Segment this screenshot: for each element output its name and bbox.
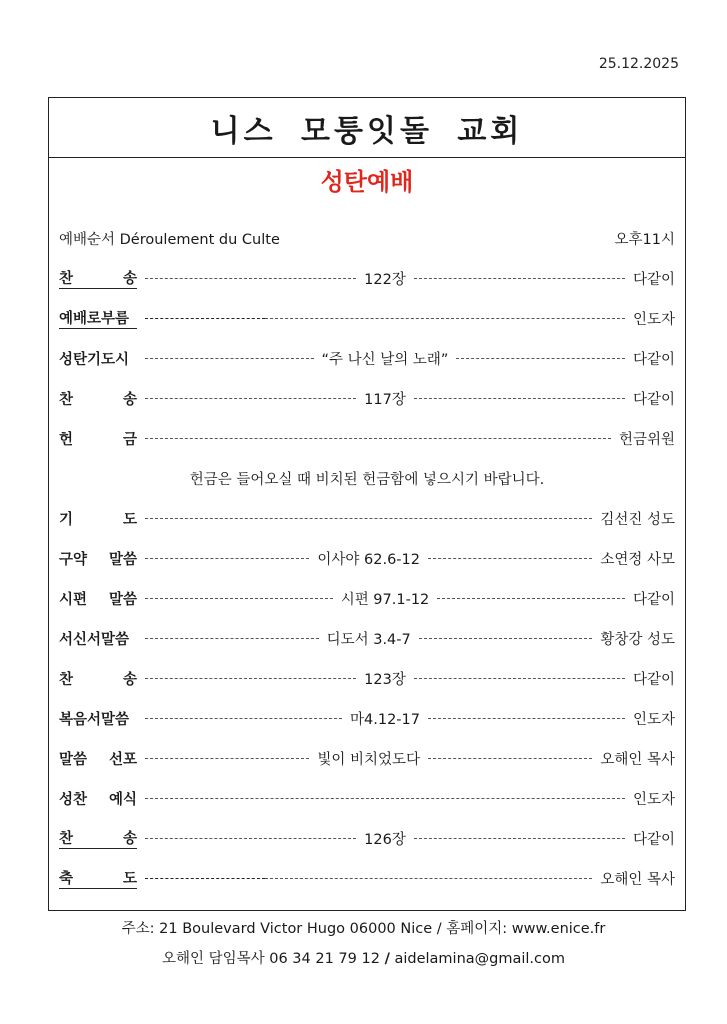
- dash-leader: [265, 878, 592, 879]
- label-char: 도: [122, 511, 137, 528]
- label-char: 송: [122, 831, 137, 847]
- order-row-body: [145, 268, 675, 289]
- label-part: 말씀: [59, 751, 88, 768]
- order-row-detail: 123장: [364, 671, 406, 688]
- footer-contact: [0, 947, 727, 968]
- dash-leader: [265, 318, 625, 319]
- order-row-label: [59, 748, 137, 769]
- order-row-leader: 다같이: [632, 591, 675, 608]
- dash-leader: [428, 758, 592, 759]
- dash-leader: [437, 598, 625, 599]
- order-row-body: [145, 548, 675, 569]
- order-row-detail: 117장: [364, 391, 406, 408]
- order-row-leader: 오해인 목사: [600, 871, 675, 888]
- label-char: 헌: [59, 431, 74, 448]
- order-row-label: 복음서말씀: [59, 711, 130, 728]
- dash-leader: [145, 638, 319, 639]
- order-row-label: [59, 788, 137, 809]
- dash-leader: [145, 278, 356, 279]
- order-row-leader: 인도자: [632, 711, 676, 728]
- order-row-detail: 126장: [364, 831, 406, 848]
- order-row-leader: 다같이: [632, 271, 675, 288]
- order-row-label: [59, 588, 137, 609]
- order-row-detail: 이사야 62.6-12: [317, 551, 420, 568]
- label-char: 축: [59, 871, 74, 887]
- order-row-label: [59, 508, 137, 529]
- service-title: 성탄예배: [320, 168, 414, 196]
- order-row-body: [145, 788, 675, 809]
- order-row-body: [145, 508, 675, 529]
- label-char: 송: [122, 671, 137, 688]
- label-char: 찬: [59, 671, 74, 688]
- dash-leader-bold: [145, 878, 265, 879]
- order-row: [59, 626, 675, 650]
- order-row-body: [145, 748, 675, 769]
- order-row-leader: 다같이: [632, 391, 675, 408]
- order-row: [59, 386, 675, 410]
- label-char: 송: [122, 391, 137, 408]
- label-part: 말씀: [108, 591, 137, 608]
- dash-leader: [145, 678, 356, 679]
- order-row-detail: 마4.12-17: [350, 711, 420, 728]
- dash-leader: [428, 558, 592, 559]
- label-char: 송: [122, 271, 137, 287]
- footer-email: aidelamina@gmail.com: [394, 951, 565, 967]
- dash-leader-bold: [145, 318, 265, 319]
- order-row: [59, 666, 675, 690]
- order-row-detail: “주 나신 날의 노래”: [321, 351, 449, 368]
- label-char: 찬: [59, 831, 74, 847]
- label-part: 선포: [108, 751, 137, 768]
- bulletin-frame: [48, 97, 686, 911]
- footer-address: 주소: 21 Boulevard Victor Hugo 06000 Nice / 홈페이지: www.enice.fr: [121, 921, 606, 937]
- order-row-leader: 다같이: [632, 671, 675, 688]
- order-row-detail: 122장: [364, 271, 406, 288]
- order-row: [59, 546, 675, 570]
- order-row-leader: 인도자: [632, 311, 675, 328]
- order-row-label: [59, 267, 137, 289]
- dash-leader: [145, 798, 625, 799]
- order-row: [59, 306, 675, 330]
- order-row-label: 성탄기도시: [59, 351, 130, 368]
- order-row-leader: 다같이: [632, 351, 675, 368]
- dash-leader: [145, 398, 356, 399]
- dash-leader: [145, 358, 314, 359]
- order-row-label: [59, 548, 137, 569]
- dash-leader: [145, 598, 333, 599]
- dash-leader: [145, 558, 309, 559]
- order-row-body: [145, 428, 675, 449]
- order-row-detail: 시편 97.1-12: [340, 591, 430, 608]
- dash-leader: [419, 638, 593, 639]
- footer-pastor: 오해인 담임목사 06 34 21 79 12: [161, 951, 380, 967]
- label-part: 말씀: [108, 551, 137, 568]
- dash-leader: [456, 358, 625, 359]
- order-row-label: 서신서말씀: [59, 631, 130, 648]
- order-row-body: [145, 308, 675, 329]
- dash-leader: [414, 838, 625, 839]
- dash-leader: [414, 278, 625, 279]
- order-row-leader: 소연정 사모: [600, 551, 676, 568]
- order-row-leader: 김선진 성도: [600, 511, 675, 528]
- order-row-detail: 디도서 3.4-7: [326, 631, 411, 648]
- order-row-leader: 오해인 목사: [600, 751, 676, 768]
- order-row: [59, 826, 675, 850]
- order-row-body: [145, 348, 675, 369]
- order-row-body: [145, 708, 675, 729]
- order-row-label: [59, 428, 137, 449]
- order-header-right: 오후11시: [614, 232, 675, 248]
- dash-leader: [428, 718, 625, 719]
- label-char: 금: [122, 431, 137, 448]
- order-row: [59, 586, 675, 610]
- order-row-leader: 다같이: [632, 831, 675, 848]
- order-row-body: [145, 668, 675, 689]
- dash-leader: [145, 838, 356, 839]
- label-char: 찬: [59, 391, 74, 408]
- order-row: [59, 426, 675, 450]
- order-row-leader: 황창강 성도: [600, 631, 675, 648]
- order-row-body: [145, 588, 675, 609]
- order-row-body: [145, 628, 675, 649]
- order-row-leader: 헌금위원: [618, 431, 675, 448]
- order-row-body: [145, 868, 675, 889]
- order-row-label: [59, 668, 137, 689]
- order-row: [59, 786, 675, 810]
- order-header-left: 예배순서 Déroulement du Culte: [59, 232, 280, 248]
- offering-note: 헌금은 들어오실 때 비치된 헌금함에 넣으시기 바랍니다.: [189, 472, 545, 488]
- label-char: 도: [122, 871, 137, 887]
- label-char: 기: [59, 511, 74, 528]
- label-part: 구약: [59, 551, 88, 568]
- label-part: 시편: [59, 591, 88, 608]
- order-row: [59, 866, 675, 890]
- dash-leader: [145, 518, 592, 519]
- dash-leader: [414, 398, 625, 399]
- order-row: [59, 706, 675, 730]
- title-box: [49, 98, 685, 158]
- order-row: [59, 266, 675, 290]
- order-row-label: [59, 388, 137, 409]
- church-name: 니스 모퉁잇돌 교회: [210, 113, 524, 149]
- dash-leader: [145, 758, 309, 759]
- order-row: [59, 346, 675, 370]
- order-row-label: 예배로부름: [59, 307, 137, 329]
- order-row-label: [59, 827, 137, 849]
- order-row-body: [145, 828, 675, 849]
- order-header: [59, 228, 675, 249]
- order-row-leader: 인도자: [632, 791, 675, 808]
- order-row-body: [145, 388, 675, 409]
- dash-leader: [414, 678, 625, 679]
- document-date: 25.12.2025: [598, 56, 679, 72]
- footer-slash: /: [384, 951, 390, 967]
- label-part: 예식: [108, 791, 137, 808]
- label-char: 찬: [59, 271, 74, 287]
- dash-leader: [145, 718, 342, 719]
- order-row: [59, 746, 675, 770]
- order-row-detail: 빛이 비치었도다: [317, 751, 421, 768]
- order-row: [59, 506, 675, 530]
- label-part: 성찬: [59, 791, 88, 808]
- order-row-label: [59, 867, 137, 889]
- dash-leader: [145, 438, 611, 439]
